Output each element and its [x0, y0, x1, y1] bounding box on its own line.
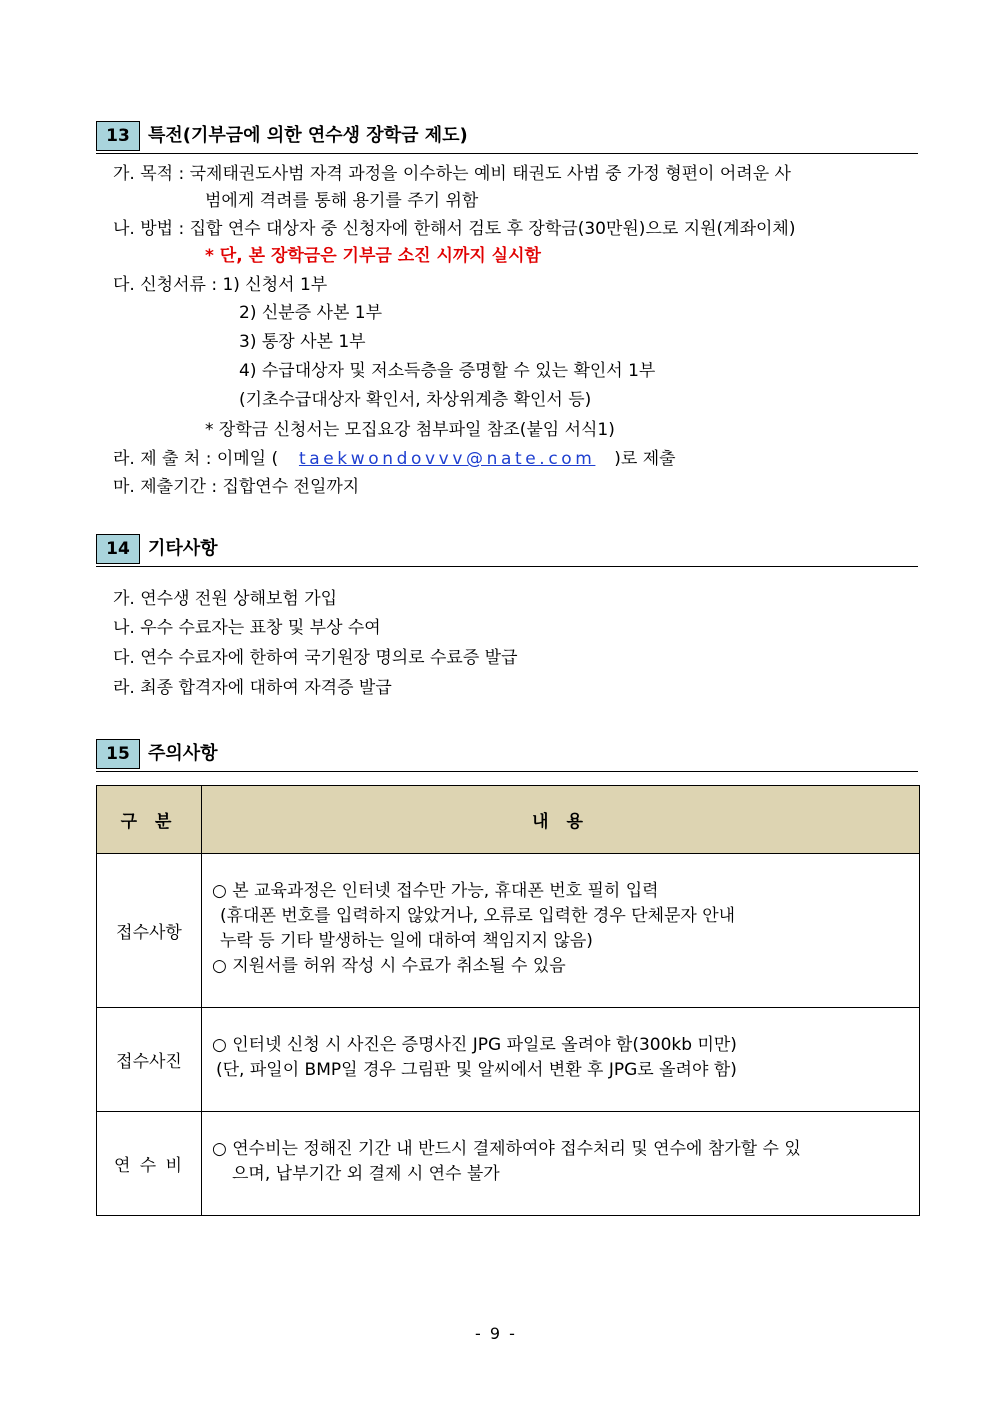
submit-email-link[interactable]: taekwondovvv@nate.com	[298, 449, 596, 469]
method-line: 나. 방법 : 집합 연수 대상자 중 신청자에 한해서 검토 후 장학금(30만원)으로 지원(계좌이체)	[113, 219, 796, 239]
doc-item-3: 3) 통장 사본 1부	[239, 332, 366, 352]
submit-suffix: )로 제출	[614, 449, 676, 469]
column-header-content: 내 용	[202, 786, 920, 854]
content-line: ○ 인터넷 신청 시 사진은 증명사진 JPG 파일로 올려야 함(300kb 미만)	[212, 1035, 737, 1055]
row-content	[202, 1008, 920, 1112]
content-line: 으며, 납부기간 외 결제 시 연수 불가	[232, 1164, 500, 1184]
content-line: ○ 지원서를 허위 작성 시 수료가 취소될 수 있음	[212, 956, 566, 976]
row-category: 접수사항	[97, 854, 202, 1008]
section-title: 기타사항	[148, 538, 218, 559]
table-row	[97, 1112, 920, 1216]
table-row	[97, 1008, 920, 1112]
submit-line	[113, 448, 676, 470]
content-line: (휴대폰 번호를 입력하지 않았거나, 오류로 입력한 경우 단체문자 안내	[220, 906, 736, 926]
row-category: 접수사진	[97, 1008, 202, 1112]
doc-item-2: 2) 신분증 사본 1부	[239, 303, 383, 323]
purpose-line: 가. 목적 : 국제태권도사범 자격 과정을 이수하는 예비 태권도 사범 중 가정 형편이 어려운 사	[113, 164, 791, 184]
list-item: 다. 연수 수료자에 한하여 국기원장 명의로 수료증 발급	[113, 648, 518, 668]
row-content	[202, 854, 920, 1008]
row-category: 연 수 비	[97, 1112, 202, 1216]
table-header-row	[97, 786, 920, 854]
section-13-header	[96, 121, 918, 154]
row-content	[202, 1112, 920, 1216]
section-14-header	[96, 534, 918, 567]
notice-table	[96, 785, 920, 1216]
docs-note: * 장학금 신청서는 모집요강 첨부파일 참조(붙임 서식1)	[205, 420, 615, 440]
content-line: (단, 파일이 BMP일 경우 그림판 및 알씨에서 변환 후 JPG로 올려야 함)	[216, 1060, 737, 1080]
page-number: - 9 -	[475, 1324, 517, 1343]
section-number: 14	[96, 534, 140, 564]
table-row	[97, 854, 920, 1008]
list-item: 라. 최종 합격자에 대하여 자격증 발급	[113, 678, 392, 698]
content-line: 누락 등 기타 발생하는 일에 대하여 책임지지 않음)	[220, 931, 593, 951]
deadline-line: 마. 제출기간 : 집합연수 전일까지	[113, 477, 360, 497]
column-header-category: 구 분	[97, 786, 202, 854]
method-note: * 단, 본 장학금은 기부금 소진 시까지 실시함	[205, 246, 541, 266]
section-number: 15	[96, 739, 140, 769]
doc-item-4-note: (기초수급대상자 확인서, 차상위계층 확인서 등)	[239, 390, 592, 410]
content-line: ○ 본 교육과정은 인터넷 접수만 가능, 휴대폰 번호 필히 입력	[212, 881, 659, 901]
section-number: 13	[96, 121, 140, 151]
section-title: 주의사항	[148, 743, 218, 764]
doc-item-4: 4) 수급대상자 및 저소득층을 증명할 수 있는 확인서 1부	[239, 361, 656, 381]
content-line: ○ 연수비는 정해진 기간 내 반드시 결제하여야 접수처리 및 연수에 참가할 수 있	[212, 1139, 801, 1159]
submit-prefix: 라. 제 출 처 : 이메일 (	[113, 449, 279, 469]
list-item: 나. 우수 수료자는 표창 및 부상 수여	[113, 618, 381, 638]
list-item: 가. 연수생 전원 상해보험 가입	[113, 589, 338, 609]
section-title: 특전(기부금에 의한 연수생 장학금 제도)	[148, 125, 468, 146]
purpose-line-cont: 범에게 격려를 통해 용기를 주기 위함	[205, 191, 479, 211]
docs-line: 다. 신청서류 : 1) 신청서 1부	[113, 275, 328, 295]
section-15-header	[96, 739, 918, 772]
